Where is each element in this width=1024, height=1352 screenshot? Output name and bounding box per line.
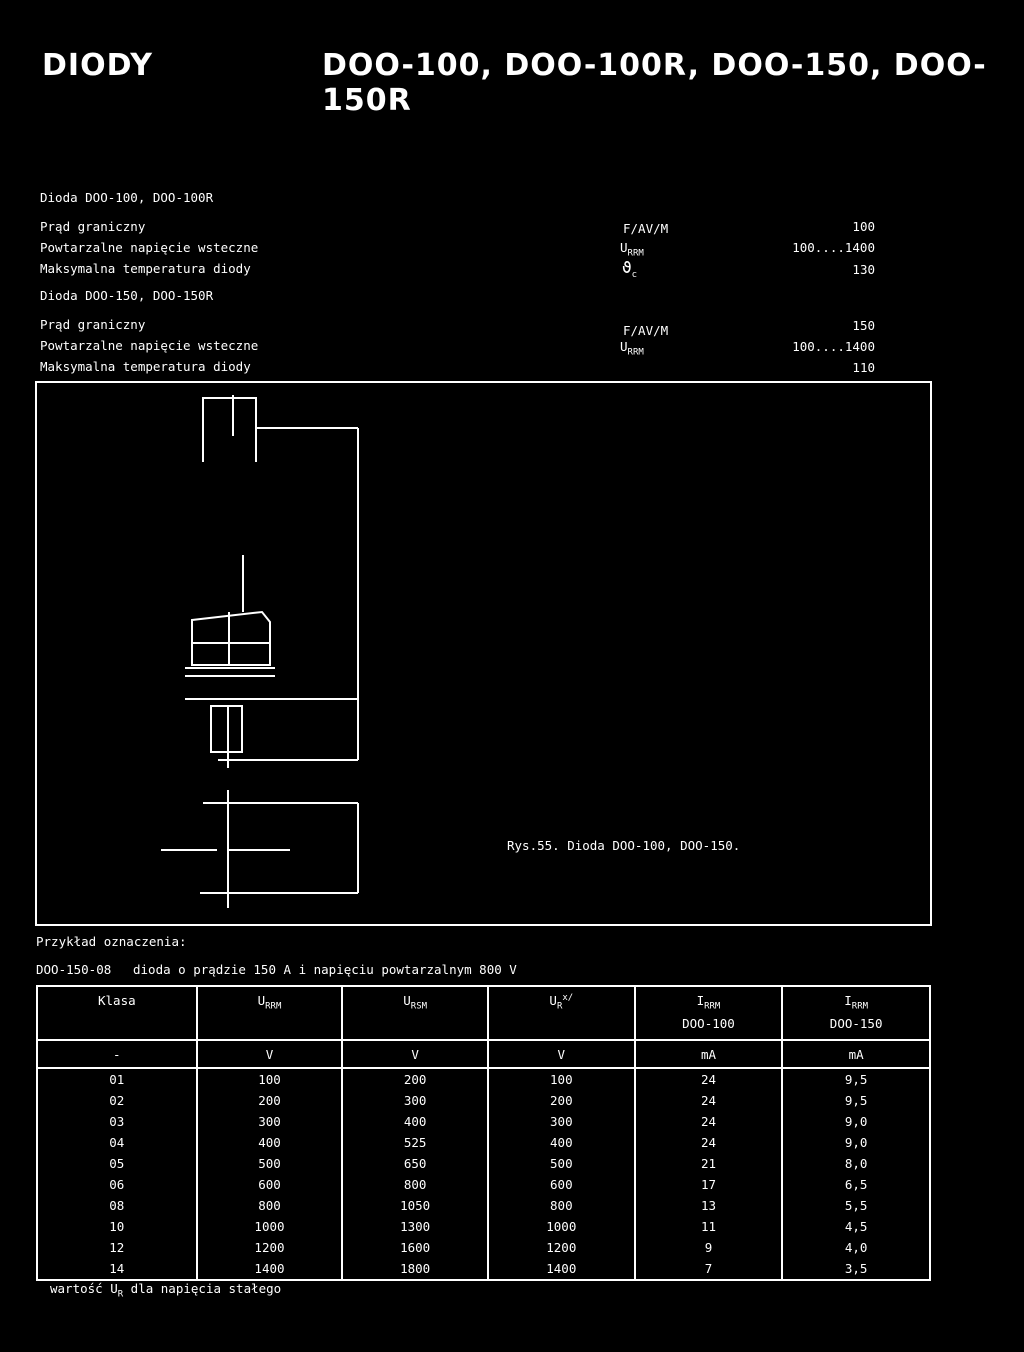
table-cell: 9,0 [782, 1111, 930, 1132]
table-cell: 24 [635, 1068, 783, 1090]
table-cell: 1800 [342, 1258, 488, 1280]
table-cell: 9,5 [782, 1068, 930, 1090]
section1-symbol-current: F/AV/M [623, 221, 669, 236]
header-irrm-doo100: $I_{RRM}$ DOO-100 [635, 986, 783, 1040]
section2-value-current: 150 [852, 318, 875, 333]
table-cell: 06 [37, 1174, 197, 1195]
section2-value-voltage: 100....1400 [792, 339, 875, 354]
top-terminal [203, 398, 256, 462]
table-cell: 01 [37, 1068, 197, 1090]
unit-cell: V [197, 1040, 343, 1068]
section1-value-current: 100 [852, 219, 875, 234]
table-cell: 525 [342, 1132, 488, 1153]
table-row [37, 1174, 930, 1195]
section2-label-temp: Maksymalna temperatura diody [40, 359, 251, 374]
figure-frame [36, 382, 931, 925]
table-cell: 400 [197, 1132, 343, 1153]
diode-body [192, 612, 270, 665]
table-cell: 4,5 [782, 1216, 930, 1237]
unit-cell: - [37, 1040, 197, 1068]
table-cell: 400 [488, 1132, 635, 1153]
table-row [37, 1258, 930, 1280]
section1-label-voltage: Powtarzalne napięcie wsteczne [40, 240, 259, 255]
table-cell: 21 [635, 1153, 783, 1174]
section2-title: Dioda DOO-150, DOO-150R [40, 288, 214, 303]
section2-label-voltage: Powtarzalne napięcie wsteczne [40, 338, 259, 353]
class-table [36, 985, 931, 1281]
table-cell: 500 [488, 1153, 635, 1174]
table-cell: 24 [635, 1111, 783, 1132]
table-cell: 4,0 [782, 1237, 930, 1258]
table-cell: 9 [635, 1237, 783, 1258]
table-units-row [37, 1040, 930, 1068]
table-row [37, 1216, 930, 1237]
section2-label-current: Prąd graniczny [40, 317, 146, 332]
table-row [37, 1195, 930, 1216]
example-code: DOO-150-08 [36, 962, 112, 977]
table-cell: 600 [488, 1174, 635, 1195]
table-cell: 500 [197, 1153, 343, 1174]
section1-value-temp: 130 [852, 262, 875, 277]
header-ur: $U_R^{x/}$ [488, 986, 635, 1040]
table-header-row [37, 986, 930, 1040]
header-left-title: DIODY [42, 48, 154, 83]
section1-symbol-voltage: $U_{RRM}$ [620, 240, 644, 259]
section1-value-voltage: 100....1400 [792, 240, 875, 255]
table-cell: 05 [37, 1153, 197, 1174]
table-cell: 300 [197, 1111, 343, 1132]
table-cell: 17 [635, 1174, 783, 1195]
unit-cell: V [488, 1040, 635, 1068]
header-klasa: Klasa [37, 986, 197, 1040]
table-cell: 10 [37, 1216, 197, 1237]
table-cell: 04 [37, 1132, 197, 1153]
figure-caption: Rys.55. Dioda DOO-100, DOO-150. [507, 838, 741, 853]
section2-symbol-voltage: $U_{RRM}$ [620, 339, 644, 358]
section1-symbol-temp: $ϑ_c$ [622, 258, 638, 281]
section2-value-temp: 110 [852, 360, 875, 375]
unit-cell: mA [635, 1040, 783, 1068]
table-row [37, 1153, 930, 1174]
section1-title: Dioda DOO-100, DOO-100R [40, 190, 214, 205]
table-cell: 1200 [197, 1237, 343, 1258]
table-cell: 6,5 [782, 1174, 930, 1195]
table-cell: 600 [197, 1174, 343, 1195]
table-row [37, 1090, 930, 1111]
section2-symbol-current: F/AV/M [623, 323, 669, 338]
table-cell: 1050 [342, 1195, 488, 1216]
table-cell: 7 [635, 1258, 783, 1280]
table-cell: 5,5 [782, 1195, 930, 1216]
table-cell: 1300 [342, 1216, 488, 1237]
table-cell: 200 [342, 1068, 488, 1090]
table-cell: 13 [635, 1195, 783, 1216]
table-cell: 300 [342, 1090, 488, 1111]
table-cell: 24 [635, 1132, 783, 1153]
table-row [37, 1237, 930, 1258]
table-cell: 08 [37, 1195, 197, 1216]
table-cell: 11 [635, 1216, 783, 1237]
unit-cell: V [342, 1040, 488, 1068]
header-urrm: $U_{RRM}$ [197, 986, 343, 1040]
table-cell: 14 [37, 1258, 197, 1280]
table-cell: 100 [488, 1068, 635, 1090]
table-row [37, 1068, 930, 1090]
table-cell: 03 [37, 1111, 197, 1132]
table-cell: 100 [197, 1068, 343, 1090]
header-irrm-doo150: $I_{RRM}$ DOO-150 [782, 986, 930, 1040]
table-cell: 1000 [197, 1216, 343, 1237]
table-cell: 24 [635, 1090, 783, 1111]
table-cell: 1400 [197, 1258, 343, 1280]
table-cell: 3,5 [782, 1258, 930, 1280]
table-cell: 1600 [342, 1237, 488, 1258]
table-cell: 8,0 [782, 1153, 930, 1174]
table-cell: 1000 [488, 1216, 635, 1237]
table-cell: 9,5 [782, 1090, 930, 1111]
header-right-title: DOO-100, DOO-100R, DOO-150, DOO-150R [322, 48, 987, 118]
table-cell: 400 [342, 1111, 488, 1132]
table-cell: 800 [488, 1195, 635, 1216]
table-cell: 300 [488, 1111, 635, 1132]
table-cell: 9,0 [782, 1132, 930, 1153]
table-cell: 200 [197, 1090, 343, 1111]
table-cell: 800 [342, 1174, 488, 1195]
diode-stud [211, 706, 242, 752]
header-ursm: $U_{RSM}$ [342, 986, 488, 1040]
unit-cell: mA [782, 1040, 930, 1068]
table-cell: 800 [197, 1195, 343, 1216]
example-heading: Przykład oznaczenia: [36, 934, 187, 949]
table-body [37, 1068, 930, 1280]
table-cell: 1200 [488, 1237, 635, 1258]
table-cell: 12 [37, 1237, 197, 1258]
table-cell: 650 [342, 1153, 488, 1174]
table-cell: 200 [488, 1090, 635, 1111]
table-row [37, 1132, 930, 1153]
table-cell: 02 [37, 1090, 197, 1111]
table-footnote: wartość $U_R$ dla napięcia stałego [50, 1281, 282, 1300]
section1-label-current: Prąd graniczny [40, 219, 146, 234]
example-description: dioda o prądzie 150 A i napięciu powtarzalnym 800 V [133, 962, 517, 977]
table-cell: 1400 [488, 1258, 635, 1280]
table-row [37, 1111, 930, 1132]
section1-label-temp: Maksymalna temperatura diody [40, 261, 251, 276]
